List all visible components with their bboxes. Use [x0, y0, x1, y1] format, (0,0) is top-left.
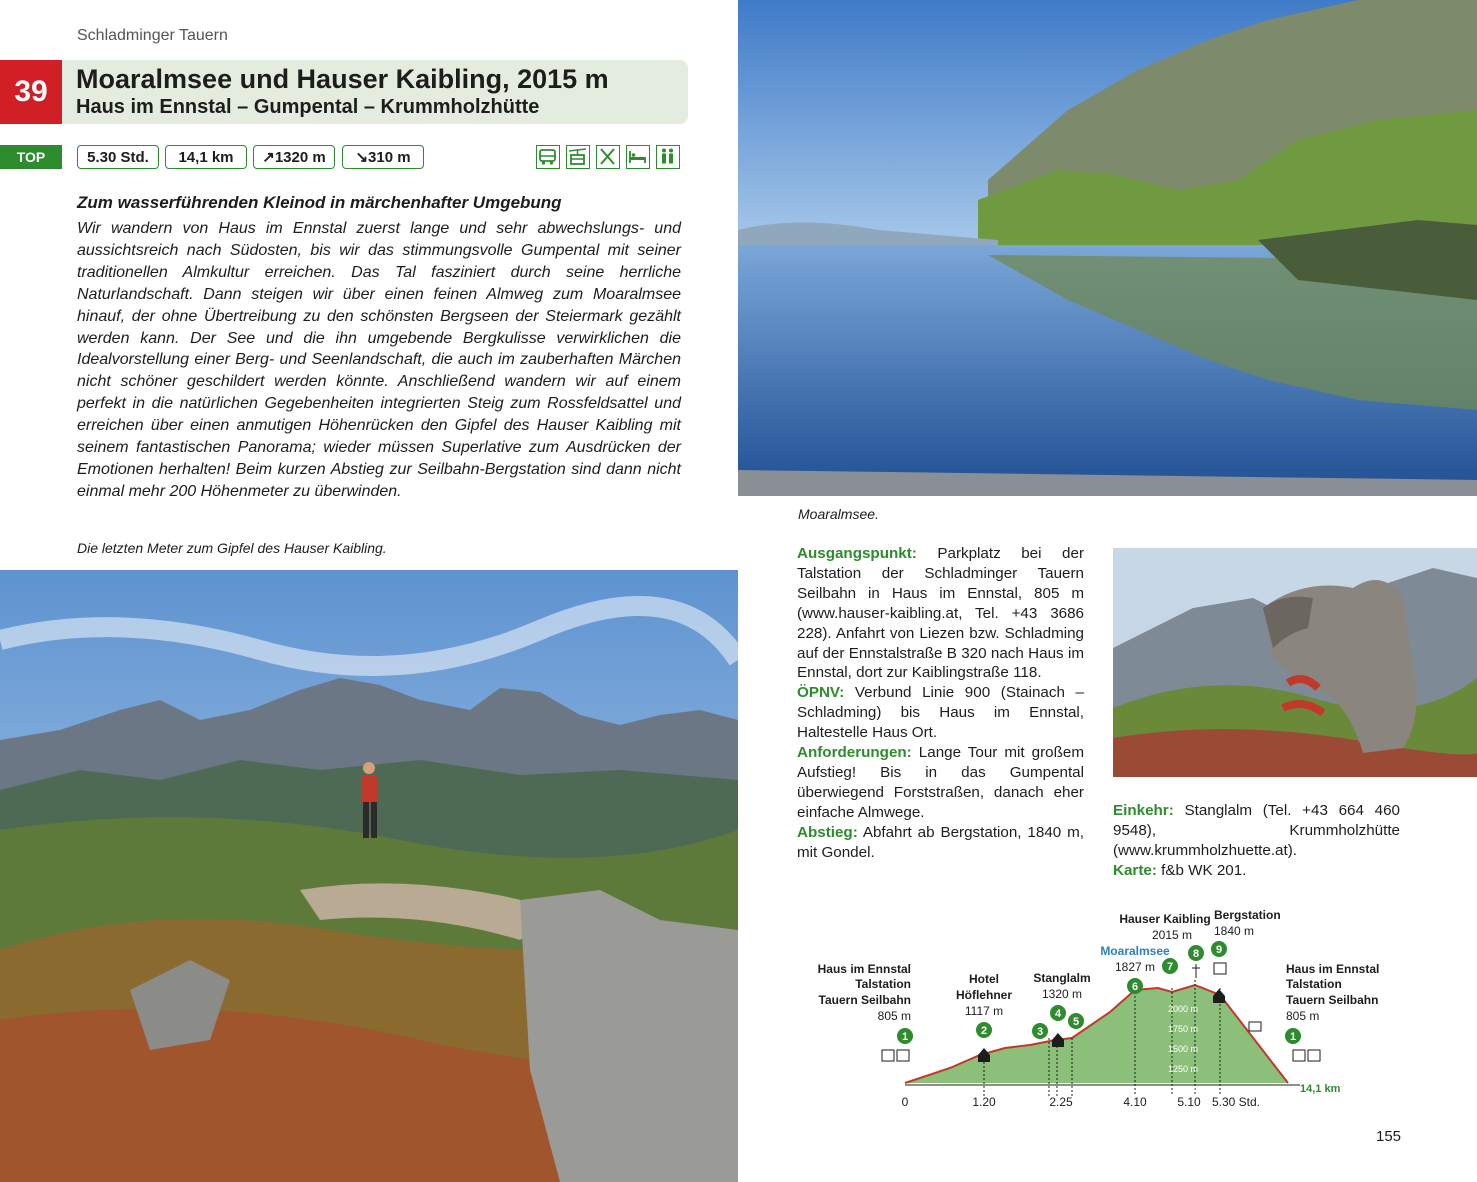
- waypoint-4: 4: [1054, 1008, 1062, 1020]
- stat-time: 5.30 Std.: [77, 145, 159, 169]
- running-header: Schladminger Tauern: [77, 27, 228, 44]
- start-elev: 805 m: [877, 1009, 911, 1023]
- waypoint-6: 6: [1131, 981, 1139, 993]
- tour-subtitle: Haus im Ennstal – Gumpental – Krummholzhütte: [76, 96, 540, 118]
- time-tick-2: 2.25: [1049, 1095, 1073, 1109]
- moaralmsee-name: Moaralmsee: [1100, 944, 1170, 958]
- end-elev: 805 m: [1286, 1009, 1320, 1023]
- cable-car-icon-berg: [1214, 963, 1226, 974]
- intro-text: Wir wandern von Haus im Ennstal zuerst lange und sehr abwechslungs- und aussichtsreich nach Südosten, bis wir das stimmungsvolle Gumpental mit seiner traditionellen Almkultur erreichen. Das Tal fasziniert durch seine herrliche Naturlandschaft. Dann steigen wir über einen feinen Almweg zum Moaralmsee hinauf, der ohne Übertreibung zu den schönsten Bergseen der Steiermark gezählt werden kann. Der See und die ihn umgebende Bergkulisse verwirklichen die Idealvorstellung einer Berg- und Seenlandschaft, die auch im zauberhaften Märchen nicht schöner geschildert werden könnte. Anschließend wandern wir auf einem perfekt in die natürlichen Gegebenheiten integrierten Steig zum Rossfeldsattel und erreichen über einen anmutigen Höhenrücken den Gipfel des Hauser Kaibling mit seinem fantastischen Panorama; wieder müssen Superlative zum Ausdrücken der Emotionen herhalten! Beim kurzen Abstieg zur Seilbahn-Bergstation sind dann nicht einmal mehr 200 Höhenmeter zu überwinden.: [77, 220, 681, 500]
- kaibling-name: Hauser Kaibling: [1119, 912, 1211, 926]
- cable-car-icon-end: [1293, 1050, 1305, 1061]
- rest-label: Einkehr:: [1113, 802, 1174, 819]
- time-tick-1: 1.20: [972, 1095, 996, 1109]
- map-label: Karte:: [1113, 861, 1157, 879]
- page-number: 155: [1376, 1128, 1402, 1145]
- stanglalm-name: Stanglalm: [1033, 971, 1091, 985]
- kaibling-elev: 2015 m: [1151, 928, 1193, 942]
- bus-icon-start: [882, 1050, 894, 1061]
- elev-tick-1000: 1000 m: [1167, 1084, 1199, 1094]
- stat-distance: 14,1 km: [165, 145, 247, 169]
- waypoint-5: 5: [1072, 1016, 1080, 1028]
- photo-caption-right: Moaralmsee.: [798, 506, 879, 522]
- time-tick-5: 5.30 Std.: [1211, 1095, 1261, 1109]
- gondola-icon: [1249, 1022, 1261, 1031]
- end-name-1: Haus im Ennstal: [1286, 962, 1380, 976]
- opnv-text: Verbund Linie 900 (Stainach – Schladming) bis Haus im Ennstal, Haltestelle Haus Ort.: [797, 684, 1084, 742]
- tour-title: Moaralmsee und Hauser Kaibling, 2015 m: [76, 64, 609, 94]
- opnv-label: ÖPNV:: [797, 684, 845, 702]
- bus-icon: [536, 145, 560, 169]
- hotel-elev: 1117 m: [964, 1004, 1004, 1018]
- elevation-profile: [810, 900, 1390, 1115]
- info-block-right: [1113, 801, 1400, 881]
- elev-tick-1250: 1250 m: [1167, 1064, 1199, 1074]
- elev-tick-1750: 1750 m: [1167, 1024, 1199, 1034]
- bed-icon: [626, 145, 650, 169]
- hotel-name-1: Hotel: [969, 972, 999, 986]
- waypoint-1: 1: [901, 1031, 909, 1043]
- stat-descent: ↘310 m: [342, 145, 424, 169]
- stat-ascent: ↗1320 m: [253, 145, 335, 169]
- end-name-3: Tauern Seilbahn: [1286, 993, 1379, 1007]
- bergstation-elev: 1840 m: [1214, 924, 1255, 938]
- restaurant-icon: [596, 145, 620, 169]
- rest-text: Stanglalm (Tel. +43 664 460 9548), Krummholzhütte (www.krummholzhuette.at).: [1113, 802, 1400, 859]
- summit-cross-icon: [1192, 964, 1200, 978]
- descent-text: Abfahrt ab Bergstation, 1840 m, mit Gondel.: [797, 823, 1084, 861]
- top-badge: TOP: [0, 145, 62, 169]
- map-text: f&b WK 201.: [1161, 861, 1247, 879]
- time-tick-4: 5.10: [1177, 1095, 1201, 1109]
- waypoint-9: 9: [1215, 944, 1223, 956]
- waypoint-8: 8: [1192, 948, 1200, 960]
- hiker-photo: [0, 570, 738, 1182]
- hut-icon-hotel: [978, 1048, 990, 1062]
- waypoint-2: 2: [980, 1025, 988, 1037]
- hut-icon-stanglalm: [1052, 1033, 1064, 1047]
- tree-root-photo: [1113, 548, 1477, 777]
- waypoint-7: 7: [1166, 961, 1174, 973]
- time-tick-0: 0: [901, 1095, 909, 1109]
- elev-tick-1500: 1500 m: [1167, 1044, 1199, 1054]
- bus-icon-end: [1308, 1050, 1320, 1061]
- intro-heading: Zum wasserführenden Kleinod in märchenhafter Umgebung: [77, 193, 562, 212]
- waypoint-end: 1: [1289, 1031, 1297, 1043]
- descent-label: Abstieg:: [797, 823, 858, 841]
- bergstation-name: Bergstation: [1214, 908, 1281, 922]
- lake-photo: [738, 0, 1477, 496]
- waypoint-3: 3: [1036, 1026, 1044, 1038]
- time-tick-3: 4.10: [1123, 1095, 1147, 1109]
- end-name-2: Talstation: [1286, 977, 1342, 991]
- stanglalm-elev: 1320 m: [1041, 987, 1083, 1001]
- start-name-1: Haus im Ennstal: [817, 962, 911, 976]
- start-label: Ausgangspunkt:: [797, 545, 917, 562]
- distance-label: 14,1 km: [1300, 1083, 1341, 1095]
- photo-caption-left: Die letzten Meter zum Gipfel des Hauser Kaibling.: [77, 540, 387, 556]
- cable-car-icon-start: [897, 1050, 909, 1061]
- hotel-name-2: Höflehner: [955, 988, 1013, 1002]
- family-icon: [656, 145, 680, 169]
- requirements-label: Anforderungen:: [797, 744, 912, 762]
- start-text: Parkplatz bei der Talstation der Schladminger Tauern Seilbahn in Haus im Ennstal, 805 m (www.hauser-kaibling.at, Tel. +43 3686 228). Anfahrt von Liezen bzw. Schladming auf der Ennstalstraße B 320 nach Haus im Ennstal, dort zur Kaiblingstraße 118.: [797, 545, 1084, 682]
- elev-tick-2000: 2000 m: [1167, 1004, 1199, 1014]
- cable-car-icon: [566, 145, 590, 169]
- start-name-3: Tauern Seilbahn: [818, 993, 911, 1007]
- moaralmsee-elev: 1827 m: [1114, 960, 1156, 974]
- info-block-left: [797, 544, 1084, 863]
- hut-icon-bergstation: [1213, 989, 1225, 1003]
- tour-number: 39: [0, 60, 62, 124]
- start-name-2: Talstation: [855, 977, 911, 991]
- requirements-text: Lange Tour mit großem Aufstieg! Bis in das Gumpental überwiegend Forststraßen, danach eher einfache Almwege.: [797, 744, 1084, 821]
- title-box: [62, 60, 688, 124]
